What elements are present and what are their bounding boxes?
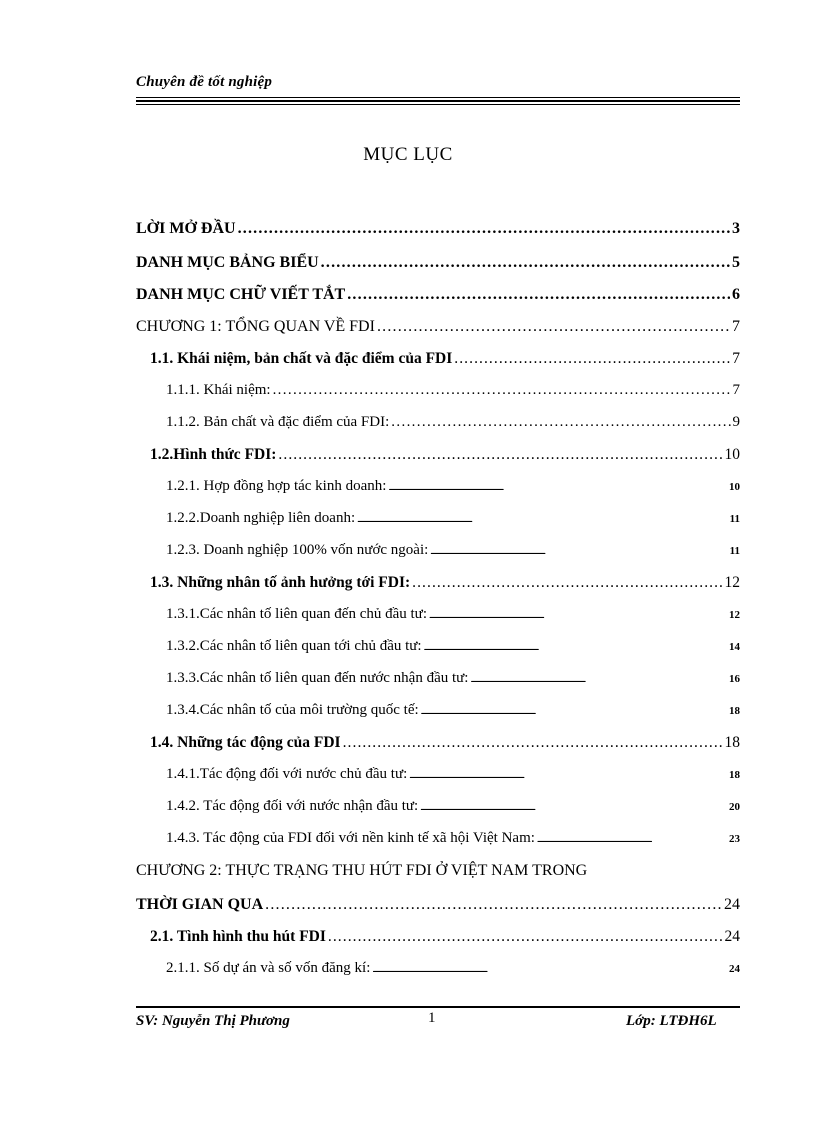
toc-entry-page: 7	[732, 382, 740, 398]
footer-class: Lớp: LTĐH6L	[626, 1013, 717, 1029]
toc-entry-page: 6	[732, 286, 740, 303]
toc-entry[interactable]	[136, 896, 740, 914]
toc-entry[interactable]	[166, 478, 740, 495]
dot-leader	[328, 928, 723, 946]
toc-entry[interactable]	[136, 220, 740, 238]
dot-leader	[391, 414, 730, 431]
toc-entry-page: 3	[732, 220, 740, 237]
toc-entry-label: 1.2.2.Doanh nghiệp liên doanh:	[166, 510, 356, 526]
dot-leader	[388, 478, 727, 495]
toc-entry-label: 2.1.1. Số dự án và số vốn đăng kí:	[166, 960, 371, 976]
toc-entry-label[interactable]: CHƯƠNG 2: THỰC TRẠNG THU HÚT FDI Ở VIỆT NAM TRONG	[136, 862, 588, 879]
toc-entry-label: 1.3.3.Các nhân tố liên quan đến nước nhận đầu tư:	[166, 670, 469, 686]
toc-entry-page: 24	[724, 896, 740, 913]
toc-entry-page: 9	[732, 414, 740, 430]
toc-entry-label: 1.2.1. Hợp đồng hợp tác kinh doanh:	[166, 478, 387, 494]
dot-leader	[377, 318, 730, 336]
footer-page-number: 1	[428, 1010, 436, 1026]
toc-entry-label: 1.4.3. Tác động của FDI đối với nền kinh tế xã hội Việt Nam:	[166, 830, 535, 846]
footer-student: SV: Nguyễn Thị Phương	[136, 1013, 290, 1029]
toc-entry-label: DANH MỤC BẢNG BIỂU	[136, 254, 319, 271]
toc-entry-page: 24	[724, 928, 740, 945]
toc-entry[interactable]	[166, 670, 740, 687]
dot-leader	[372, 960, 727, 977]
toc-entry-label: 1.2.Hình thức FDI:	[150, 446, 277, 463]
dot-leader	[424, 638, 727, 655]
toc-entry[interactable]	[166, 798, 740, 815]
header-rule	[136, 100, 740, 102]
toc-entry-page: 12	[729, 609, 740, 621]
toc-entry-label: 1.1.2. Bản chất và đặc điểm của FDI:	[166, 414, 390, 430]
toc-entry-label: DANH MỤC CHỮ VIẾT TẮT	[136, 286, 346, 303]
toc-entry-label: 1.3.2.Các nhân tố liên quan tới chủ đầu tư:	[166, 638, 422, 654]
toc-entry[interactable]	[166, 830, 740, 847]
dot-leader	[430, 542, 727, 559]
toc-entry-page: 18	[724, 734, 740, 751]
toc-entry[interactable]	[136, 254, 740, 272]
toc-entry-label: 1.4. Những tác động của FDI	[150, 734, 341, 751]
toc-entry-page: 12	[724, 574, 740, 591]
toc-entry-label: CHƯƠNG 1: TỔNG QUAN VỀ FDI	[136, 318, 375, 335]
dot-leader	[454, 350, 730, 368]
toc-entry-page: 7	[732, 350, 740, 367]
dot-leader	[278, 446, 722, 464]
dot-leader	[421, 702, 727, 719]
toc-entry-page: 20	[729, 801, 740, 813]
toc-entry[interactable]	[166, 510, 740, 527]
toc-heading: MỤC LỤC	[363, 144, 453, 165]
dot-leader	[265, 896, 722, 914]
toc-entry-page: 5	[732, 254, 740, 271]
toc-entry[interactable]	[150, 928, 740, 946]
toc-entry-page: 11	[729, 513, 740, 525]
toc-entry-page: 18	[729, 769, 740, 781]
toc-entry-page: 7	[732, 318, 740, 335]
toc-entry-page: 14	[729, 641, 740, 653]
toc-entry-page: 16	[729, 673, 740, 685]
header-rule	[136, 97, 740, 98]
dot-leader	[429, 606, 727, 623]
toc-entry[interactable]	[166, 606, 740, 623]
toc-entry-label: 1.1. Khái niệm, bản chất và đặc điểm của FDI	[150, 350, 453, 367]
dot-leader	[537, 830, 727, 847]
toc-entry-page: 10	[729, 481, 740, 493]
toc-entry[interactable]	[166, 414, 740, 431]
toc-entry-label: 1.1.1. Khái niệm:	[166, 382, 271, 398]
dot-leader	[343, 734, 723, 752]
dot-leader	[357, 510, 727, 527]
toc-entry-label: 1.4.1.Tác động đối với nước chủ đầu tư:	[166, 766, 408, 782]
toc-entry[interactable]	[150, 446, 740, 464]
toc-entry-page: 11	[729, 545, 740, 557]
toc-entry[interactable]	[166, 960, 740, 977]
dot-leader	[273, 382, 731, 399]
toc-entry-label: 1.2.3. Doanh nghiệp 100% vốn nước ngoài:	[166, 542, 429, 558]
toc-entry-page: 10	[724, 446, 740, 463]
toc-entry-page: 18	[729, 705, 740, 717]
toc-entry-label: 2.1. Tình hình thu hút FDI	[150, 928, 326, 945]
toc-entry-label: LỜI MỞ ĐẦU	[136, 220, 236, 237]
toc-entry[interactable]	[150, 574, 740, 592]
toc-entry-label: THỜI GIAN QUA	[136, 896, 264, 913]
toc-entry[interactable]	[166, 638, 740, 655]
toc-entry-label: 1.3.1.Các nhân tố liên quan đến chủ đầu tư:	[166, 606, 427, 622]
dot-leader	[347, 286, 730, 304]
footer-rule	[136, 1006, 740, 1008]
toc-entry[interactable]	[166, 766, 740, 783]
toc-entry[interactable]	[136, 286, 740, 304]
toc-entry-label: 1.3.4.Các nhân tố của môi trường quốc tế:	[166, 702, 419, 718]
toc-entry-page: 23	[729, 833, 740, 845]
toc-entry-page: 24	[729, 963, 740, 975]
toc-entry[interactable]	[166, 542, 740, 559]
dot-leader	[420, 798, 727, 815]
toc-entry-label: 1.3. Những nhân tố ảnh hưởng tới FDI:	[150, 574, 411, 591]
header-rule	[136, 104, 740, 105]
toc-entry[interactable]	[136, 318, 740, 336]
toc-entry[interactable]	[166, 702, 740, 719]
dot-leader	[238, 220, 730, 238]
dot-leader	[470, 670, 727, 687]
toc-entry[interactable]	[150, 350, 740, 368]
header-title: Chuyên đề tốt nghiệp	[136, 74, 273, 90]
dot-leader	[409, 766, 727, 783]
toc-entry[interactable]	[166, 382, 740, 399]
toc-entry-label: 1.4.2. Tác động đối với nước nhận đầu tư:	[166, 798, 419, 814]
toc-entry[interactable]	[150, 734, 740, 752]
dot-leader	[321, 254, 730, 272]
dot-leader	[412, 574, 722, 592]
